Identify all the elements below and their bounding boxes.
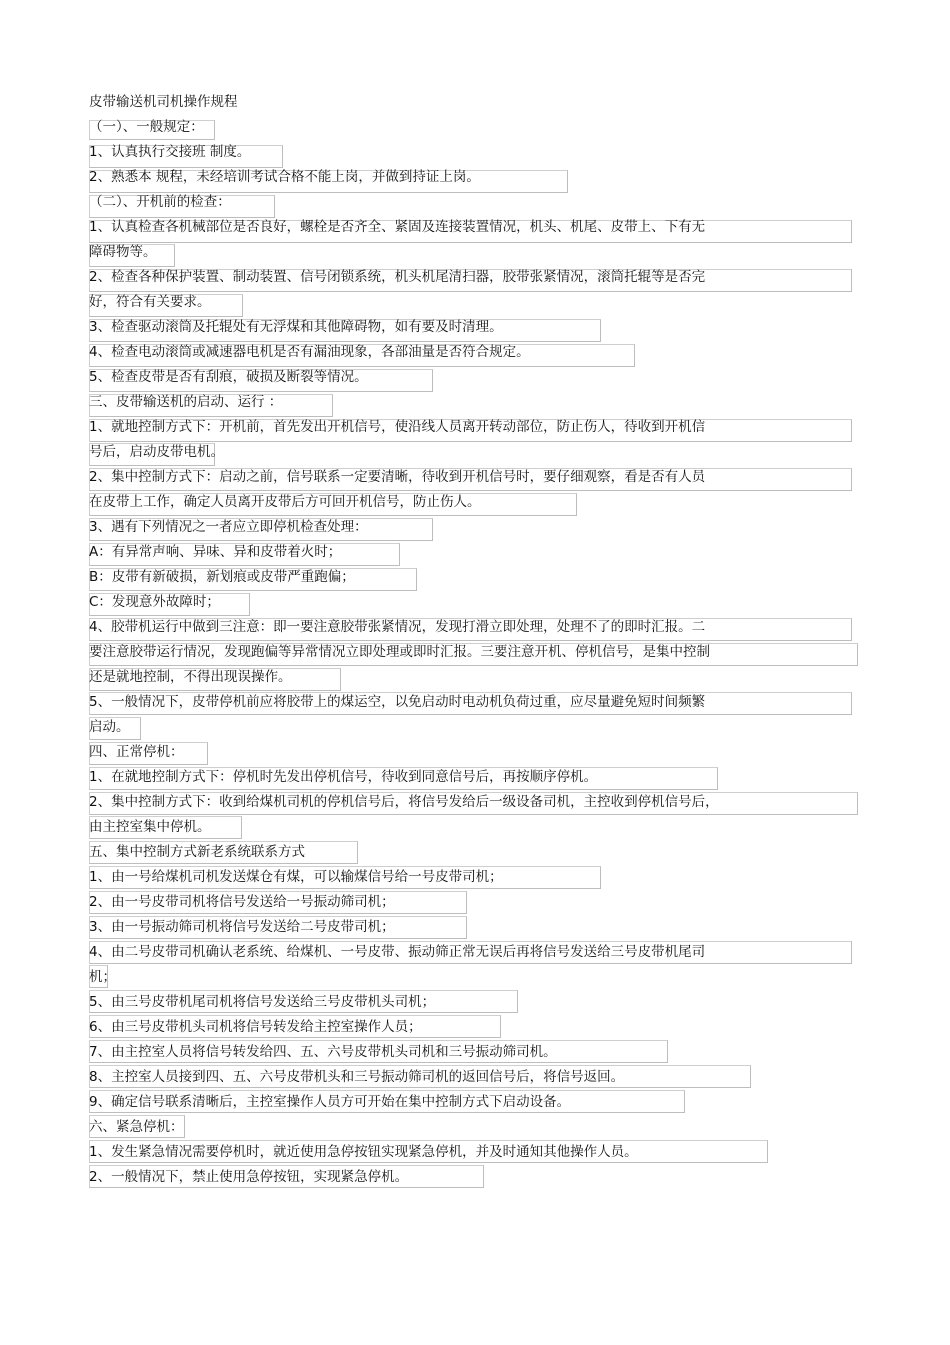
document-line: 2、由一号皮带司机将信号发送给一号振动筛司机； [89,894,395,910]
document-line: 8、主控室人员接到四、五、六号皮带机头和三号振动筛司机的返回信号后，将信号返回。 [89,1069,625,1085]
document-line: 5、检查皮带是否有刮痕，破损及断裂等情况。 [89,369,368,385]
document-line: 号后，启动皮带电机。 [89,444,224,460]
document-line: （二）、开机前的检查： [89,194,231,210]
document-line: 5、一般情况下，皮带停机前应将胶带上的煤运空，以免启动时电动机负荷过重，应尽量避免短时间频繁 [89,694,706,710]
document-line: 3、检查驱动滚筒及托辊处有无浮煤和其他障碍物，如有要及时清理。 [89,319,503,335]
document-line: 四、正常停机： [89,744,184,760]
document-line: 2、一般情况下，禁止使用急停按钮，实现紧急停机。 [89,1169,409,1185]
document-line: 5、由三号皮带机尾司机将信号发送给三号皮带机头司机； [89,994,436,1010]
document-line: 3、遇有下列情况之一者应立即停机检查处理： [89,519,368,535]
document-line: 三、皮带输送机的启动、运行 ： [89,394,283,410]
document-line: 7、由主控室人员将信号转发给四、五、六号皮带机头司机和三号振动筛司机。 [89,1044,557,1060]
document-line: 4、胶带机运行中做到三注意：即一要注意胶带张紧情况，发现打滑立即处理，处理不了的即时汇报。二 [89,619,706,635]
document-line: 好，符合有关要求。 [89,294,211,310]
document-line: 六、紧急停机： [89,1119,184,1135]
document-line: 由主控室集中停机。 [89,819,211,835]
document-line: 还是就地控制，不得出现误操作。 [89,669,292,685]
document-line: 五、集中控制方式新老系统联系方式 [89,844,305,860]
document-line: 2、集中控制方式下：收到给煤机司机的停机信号后，将信号发给后一级设备司机，主控收到停机信号后， [89,794,719,810]
document-line: 2、检查各种保护装置、制动装置、信号闭锁系统，机头机尾清扫器，胶带张紧情况，滚筒托辊等是否完 [89,269,706,285]
document-line: C：发现意外故障时； [89,594,220,610]
document-line: 要注意胶带运行情况，发现跑偏等异常情况立即处理或即时汇报。三要注意开机、停机信号，是集中控制 [89,644,710,660]
document-line: 障碍物等。 [89,244,157,260]
document-line: 9、确定信号联系清晰后，主控室操作人员方可开始在集中控制方式下启动设备。 [89,1094,571,1110]
document-title: 皮带输送机司机操作规程 [89,94,238,110]
document-line: 在皮带上工作，确定人员离开皮带后方可回开机信号，防止伤人。 [89,494,481,510]
document-line: B：皮带有新破损，新划痕或皮带严重跑偏； [89,569,355,585]
document-line: 启动。 [89,719,130,735]
document-line: 2、集中控制方式下：启动之前，信号联系一定要清晰，待收到开机信号时，要仔细观察，看是否有人员 [89,469,706,485]
document-line: 1、认真检查各机械部位是否良好，螺栓是否齐全、紧固及连接装置情况，机头、机尾、皮带上、下有无 [89,219,706,235]
document-line: 1、认真执行交接班 制度。 [89,144,251,160]
document-line: 1、在就地控制方式下：停机时先发出停机信号，待收到同意信号后，再按顺序停机。 [89,769,598,785]
document-line: 3、由一号振动筛司机将信号发送给二号皮带司机； [89,919,395,935]
document-line: 4、检查电动滚筒或减速器电机是否有漏油现象，各部油量是否符合规定。 [89,344,530,360]
document-line: 1、由一号给煤机司机发送煤仓有煤，可以输煤信号给一号皮带司机； [89,869,503,885]
document-line: 4、由二号皮带司机确认老系统、给煤机、一号皮带、振动筛正常无误后再将信号发送给三号皮带机尾司 [89,944,706,960]
document-line: 机； [89,969,116,985]
document-line: 1、就地控制方式下：开机前，首先发出开机信号，使沿线人员离开转动部位，防止伤人，待收到开机信 [89,419,706,435]
document-line: 2、熟悉本 规程，未经培训考试合格不能上岗，并做到持证上岗。 [89,169,480,185]
document-line: A：有异常声响、异味、异和皮带着火时； [89,544,342,560]
document-line: 6、由三号皮带机头司机将信号转发给主控室操作人员； [89,1019,422,1035]
document-line: 1、发生紧急情况需要停机时，就近使用急停按钮实现紧急停机，并及时通知其他操作人员。 [89,1144,638,1160]
document-line: （一）、一般规定： [89,119,204,135]
